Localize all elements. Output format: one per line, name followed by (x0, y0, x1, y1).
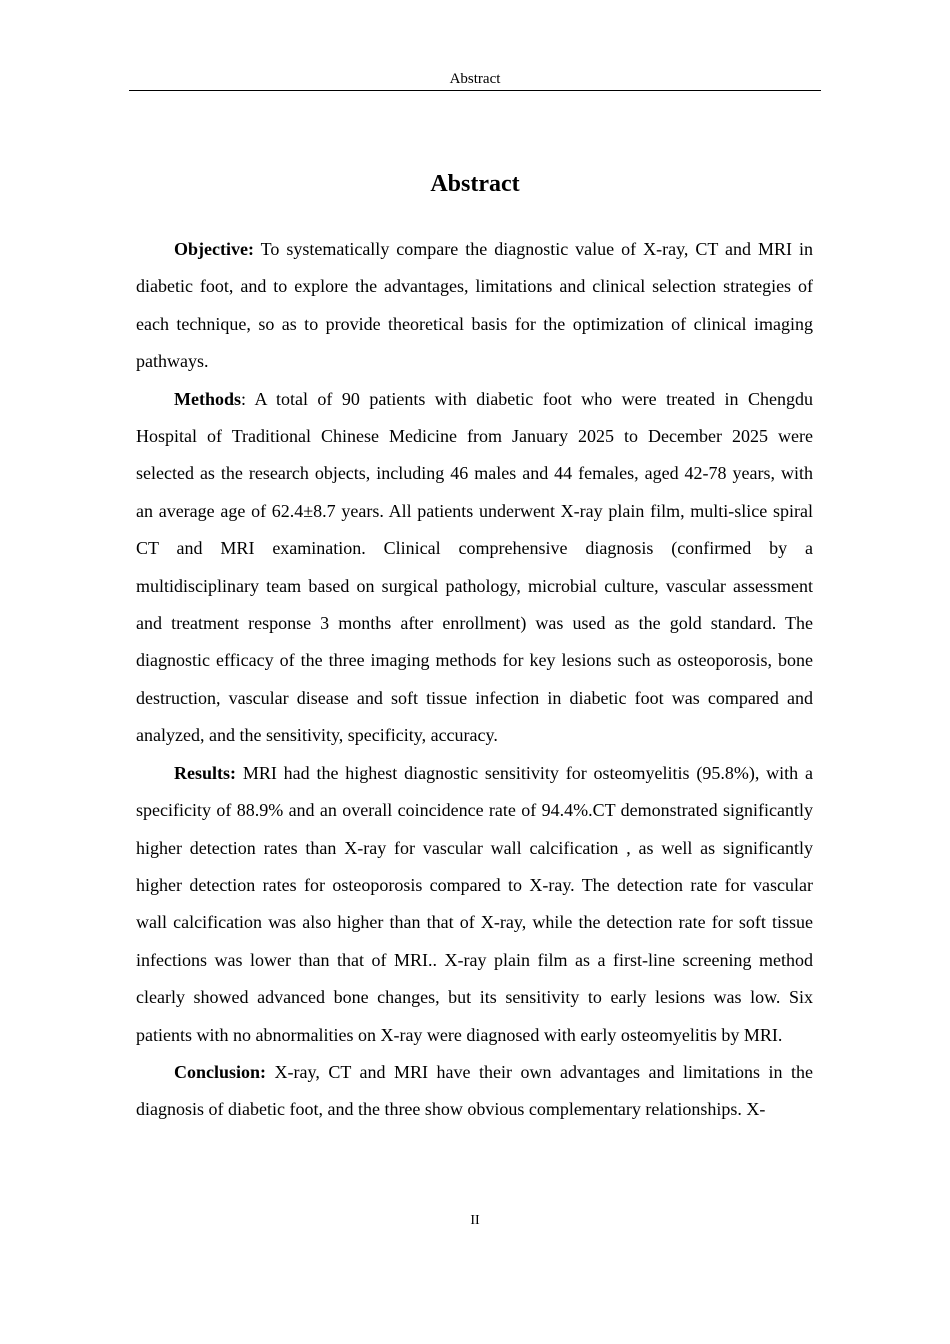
abstract-title: Abstract (430, 171, 520, 197)
conclusion-paragraph (136, 1054, 813, 1129)
page-number: II (470, 1213, 480, 1228)
conclusion-label: Conclusion: (174, 1061, 267, 1082)
running-header-title: Abstract (449, 71, 501, 87)
methods-paragraph (136, 381, 813, 755)
objective-text: To systematically compare the diagnostic value of X-ray, CT and MRI in diabetic foot, and to explore the advantages, limitations and clinical selection strategies of each technique, so as to provide theoretical basis for the optimization of clinical imaging pathways. (136, 239, 813, 372)
results-paragraph (136, 755, 813, 1054)
running-header (129, 70, 821, 91)
methods-text: : A total of 90 patients with diabetic foot who were treated in Chengdu Hospital of Traditional Chinese Medicine from January 2025 to December 2025 were selected as the research objects, including 46 males and 44 females, aged 42-78 years, with an average age of 62.4±8.7 years. All patients underwent X-ray plain film, multi-slice spiral CT and MRI examination. Clinical comprehensive diagnosis (confirmed by a multidisciplinary team based on surgical pathology, microbial culture, vascular assessment and treatment response 3 months after enrollment) was used as the gold standard. The diagnostic efficacy of the three imaging methods for key lesions such as osteoporosis, bone destruction, vascular disease and soft tissue infection in diabetic foot was compared and analyzed, and the sensitivity, specificity, accuracy. (136, 388, 813, 746)
conclusion-text: X-ray, CT and MRI have their own advantages and limitations in the diagnosis of diabetic foot, and the three show obvious complementary relationships. X- (136, 1061, 813, 1120)
results-text: MRI had the highest diagnostic sensitivity for osteomyelitis (95.8%), with a specificity of 88.9% and an overall coincidence rate of 94.4%.CT demonstrated significantly higher detection rates than X-ray for vascular wall calcification , as well as significantly higher detection rates for osteoporosis compared to X-ray. The detection rate for vascular wall calcification was also higher than that of X-ray, while the detection rate for soft tissue infections was lower than that of MRI.. X-ray plain film as a first-line screening method clearly showed advanced bone changes, but its sensitivity to early lesions was low. Six patients with no abnormalities on X-ray were diagnosed with early osteomyelitis by MRI. (136, 762, 813, 1045)
results-label: Results: (174, 762, 236, 783)
objective-label: Objective: (174, 239, 254, 259)
objective-paragraph (136, 231, 813, 381)
abstract-body (136, 231, 813, 1129)
methods-label: Methods (174, 388, 241, 409)
